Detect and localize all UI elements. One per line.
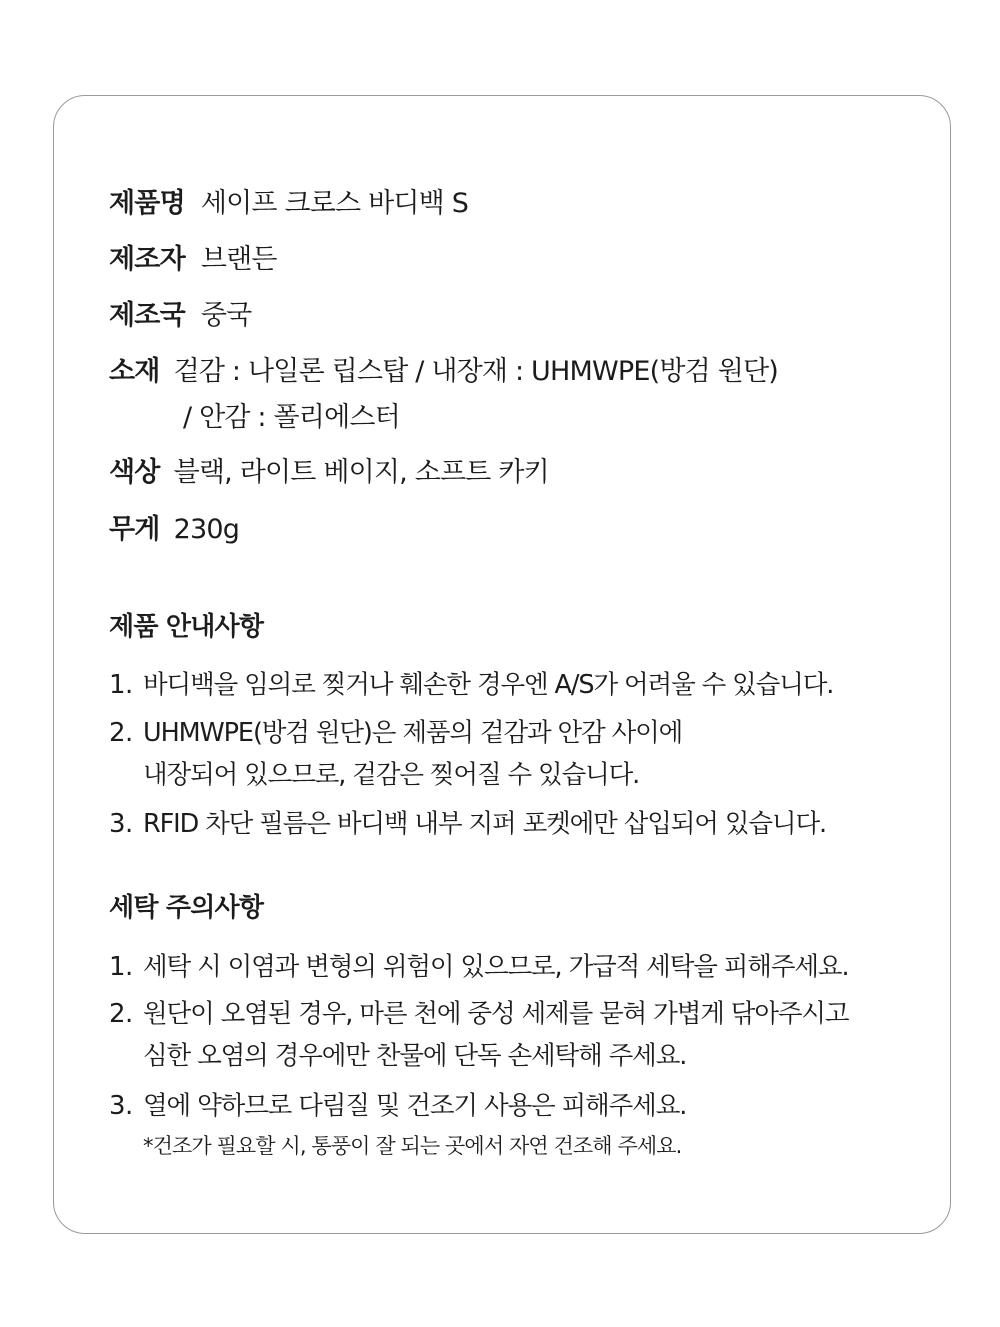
list-item-continued: 내장되어 있으므로, 겉감은 찢어질 수 있습니다. (143, 760, 640, 790)
list-item: UHMWPE(방검 원단)은 제품의 겉감과 안감 사이에 (143, 718, 683, 748)
list-number: 1. (109, 952, 133, 982)
spec-label: 제조국 (109, 300, 185, 331)
spec-row-country (109, 299, 251, 333)
spec-label: 색상 (109, 457, 160, 488)
spec-value: 230g (173, 514, 240, 545)
spec-value: 블랙, 라이트 베이지, 소프트 카키 (173, 457, 549, 488)
list-item: 원단이 오염된 경우, 마른 천에 중성 세제를 묻혀 가볍게 닦아주시고 (143, 999, 849, 1029)
spec-row-material (109, 355, 778, 389)
spec-label: 제품명 (109, 188, 185, 219)
spec-row-manufacturer (109, 243, 277, 277)
list-number: 3. (109, 1091, 133, 1121)
product-info-card (53, 95, 951, 1234)
spec-label: 제조자 (109, 244, 185, 275)
footnote: *건조가 필요할 시, 통풍이 잘 되는 곳에서 자연 건조해 주세요. (143, 1134, 682, 1158)
spec-value: 겉감 : 나일론 립스탑 / 내장재 : UHMWPE(방검 원단) (173, 356, 779, 387)
list-item: 열에 약하므로 다림질 및 건조기 사용은 피해주세요. (143, 1091, 687, 1121)
spec-value: 중국 (200, 300, 252, 331)
spec-row-color (109, 456, 549, 490)
spec-value-continued: / 안감 : 폴리에스터 (183, 402, 400, 433)
list-item: RFID 차단 필름은 바디백 내부 지퍼 포켓에만 삽입되어 있습니다. (143, 809, 826, 839)
list-item-continued: 심한 오염의 경우에만 찬물에 단독 손세탁해 주세요. (143, 1041, 687, 1071)
list-number: 3. (109, 809, 133, 839)
spec-value: 세이프 크로스 바디백 S (200, 188, 469, 219)
list-item: 바디백을 임의로 찢거나 훼손한 경우엔 A/S가 어려울 수 있습니다. (143, 670, 834, 700)
spec-row-weight (109, 513, 239, 547)
spec-value: 브랜든 (200, 244, 277, 275)
list-number: 2. (109, 999, 133, 1029)
spec-row-product-name (109, 187, 468, 221)
product-notice-title: 제품 안내사항 (109, 612, 264, 642)
washing-notice-title: 세탁 주의사항 (109, 893, 264, 923)
list-number: 1. (109, 670, 133, 700)
spec-label: 소재 (109, 356, 160, 387)
list-item: 세탁 시 이염과 변형의 위험이 있으므로, 가급적 세탁을 피해주세요. (143, 952, 849, 982)
spec-label: 무게 (109, 514, 160, 545)
list-number: 2. (109, 718, 133, 748)
